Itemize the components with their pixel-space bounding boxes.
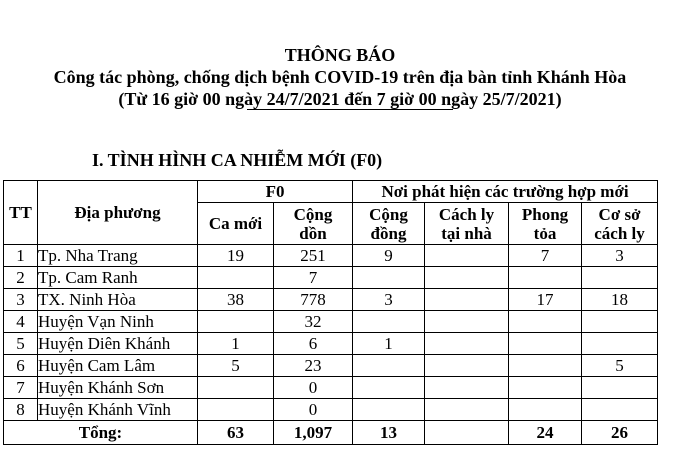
header-community xyxy=(353,203,425,245)
row-cumulative: 23 xyxy=(274,355,353,377)
row-isolation-facility xyxy=(582,399,658,421)
header-new-cases-label: Ca mới xyxy=(208,214,263,233)
header-lockdown-line2: tỏa xyxy=(533,223,557,243)
table-row xyxy=(4,289,658,311)
row-isolation-facility: 3 xyxy=(582,245,658,267)
row-new-cases: 1 xyxy=(198,333,274,355)
header-isolation-facility xyxy=(582,203,658,245)
row-home-isolation xyxy=(425,267,509,289)
row-home-isolation xyxy=(425,355,509,377)
row-home-isolation xyxy=(425,399,509,421)
document-title: THÔNG BÁO xyxy=(284,45,396,65)
header-home-line1: Cách ly xyxy=(438,204,495,224)
row-lockdown xyxy=(509,399,582,421)
row-tt: 4 xyxy=(4,311,38,333)
row-cumulative: 6 xyxy=(274,333,353,355)
header-home-isolation xyxy=(425,203,509,245)
table-row xyxy=(4,267,658,289)
total-home-isolation xyxy=(425,421,509,445)
header-cumulative-line2: dồn xyxy=(299,223,327,243)
row-locality: Tp. Nha Trang xyxy=(38,245,198,267)
row-lockdown xyxy=(509,267,582,289)
row-locality: Huyện Khánh Sơn xyxy=(38,377,198,399)
row-isolation-facility: 18 xyxy=(582,289,658,311)
row-community: 3 xyxy=(353,289,425,311)
total-isolation-facility: 26 xyxy=(582,421,658,445)
header-lockdown-line1: Phong xyxy=(521,204,569,224)
header-cumulative xyxy=(274,203,353,245)
section-title: I. TÌNH HÌNH CA NHIỄM MỚI (F0) xyxy=(92,150,383,170)
row-new-cases xyxy=(198,399,274,421)
row-cumulative: 32 xyxy=(274,311,353,333)
row-home-isolation xyxy=(425,311,509,333)
row-community: 1 xyxy=(353,333,425,355)
row-new-cases: 38 xyxy=(198,289,274,311)
row-tt: 2 xyxy=(4,267,38,289)
row-community xyxy=(353,267,425,289)
total-lockdown: 24 xyxy=(509,421,582,445)
document-period: (Từ 16 giờ 00 ngày 24/7/2021 đến 7 giờ 00 ngày 25/7/2021) xyxy=(118,89,562,109)
table-row xyxy=(4,311,658,333)
row-lockdown xyxy=(509,355,582,377)
row-cumulative: 7 xyxy=(274,267,353,289)
row-isolation-facility xyxy=(582,267,658,289)
total-label: Tổng: xyxy=(4,421,198,445)
row-home-isolation xyxy=(425,377,509,399)
row-lockdown xyxy=(509,377,582,399)
table-header-row xyxy=(4,181,658,203)
row-tt: 1 xyxy=(4,245,38,267)
document-header xyxy=(0,44,680,110)
row-community xyxy=(353,377,425,399)
row-home-isolation xyxy=(425,289,509,311)
row-tt: 3 xyxy=(4,289,38,311)
header-facility-line1: Cơ sở xyxy=(598,204,641,224)
row-cumulative: 0 xyxy=(274,377,353,399)
row-cumulative: 778 xyxy=(274,289,353,311)
header-cumulative-line1: Cộng xyxy=(293,204,333,224)
document-subtitle: Công tác phòng, chống dịch bệnh COVID-19 trên địa bàn tỉnh Khánh Hòa xyxy=(53,67,627,87)
row-new-cases xyxy=(198,377,274,399)
table-row xyxy=(4,355,658,377)
table-row xyxy=(4,377,658,399)
row-new-cases xyxy=(198,267,274,289)
row-isolation-facility xyxy=(582,377,658,399)
row-locality: Huyện Cam Lâm xyxy=(38,355,198,377)
row-isolation-facility xyxy=(582,311,658,333)
total-cumulative: 1,097 xyxy=(274,421,353,445)
row-locality: Tp. Cam Ranh xyxy=(38,267,198,289)
row-cumulative: 0 xyxy=(274,399,353,421)
row-locality: TX. Ninh Hòa xyxy=(38,289,198,311)
header-community-line2: đồng xyxy=(370,223,407,243)
row-lockdown xyxy=(509,333,582,355)
header-home-line2: tại nhà xyxy=(441,223,492,243)
total-community: 13 xyxy=(353,421,425,445)
row-new-cases: 19 xyxy=(198,245,274,267)
row-locality: Huyện Diên Khánh xyxy=(38,333,198,355)
total-new-cases: 63 xyxy=(198,421,274,445)
table-total-row xyxy=(4,421,658,445)
row-tt: 5 xyxy=(4,333,38,355)
header-new-cases xyxy=(198,203,274,245)
header-facility-line2: cách ly xyxy=(594,223,645,243)
header-group-found: Nơi phát hiện các trường hợp mới xyxy=(353,181,658,203)
header-group-f0: F0 xyxy=(198,181,353,203)
row-new-cases xyxy=(198,311,274,333)
row-tt: 8 xyxy=(4,399,38,421)
header-community-line1: Cộng xyxy=(369,204,408,224)
row-community xyxy=(353,311,425,333)
row-lockdown: 7 xyxy=(509,245,582,267)
row-lockdown xyxy=(509,311,582,333)
row-cumulative: 251 xyxy=(274,245,353,267)
row-isolation-facility xyxy=(582,333,658,355)
row-locality: Huyện Khánh Vĩnh xyxy=(38,399,198,421)
row-locality: Huyện Vạn Ninh xyxy=(38,311,198,333)
row-isolation-facility: 5 xyxy=(582,355,658,377)
row-new-cases: 5 xyxy=(198,355,274,377)
header-tt: TT xyxy=(4,181,38,245)
row-lockdown: 17 xyxy=(509,289,582,311)
row-community xyxy=(353,399,425,421)
table-row xyxy=(4,245,658,267)
row-tt: 6 xyxy=(4,355,38,377)
table-row xyxy=(4,399,658,421)
cases-table xyxy=(3,180,658,445)
row-community xyxy=(353,355,425,377)
row-home-isolation xyxy=(425,333,509,355)
table-row xyxy=(4,333,658,355)
row-home-isolation xyxy=(425,245,509,267)
header-lockdown xyxy=(509,203,582,245)
row-tt: 7 xyxy=(4,377,38,399)
header-locality: Địa phương xyxy=(38,181,198,245)
header-underline xyxy=(247,109,453,110)
row-community: 9 xyxy=(353,245,425,267)
